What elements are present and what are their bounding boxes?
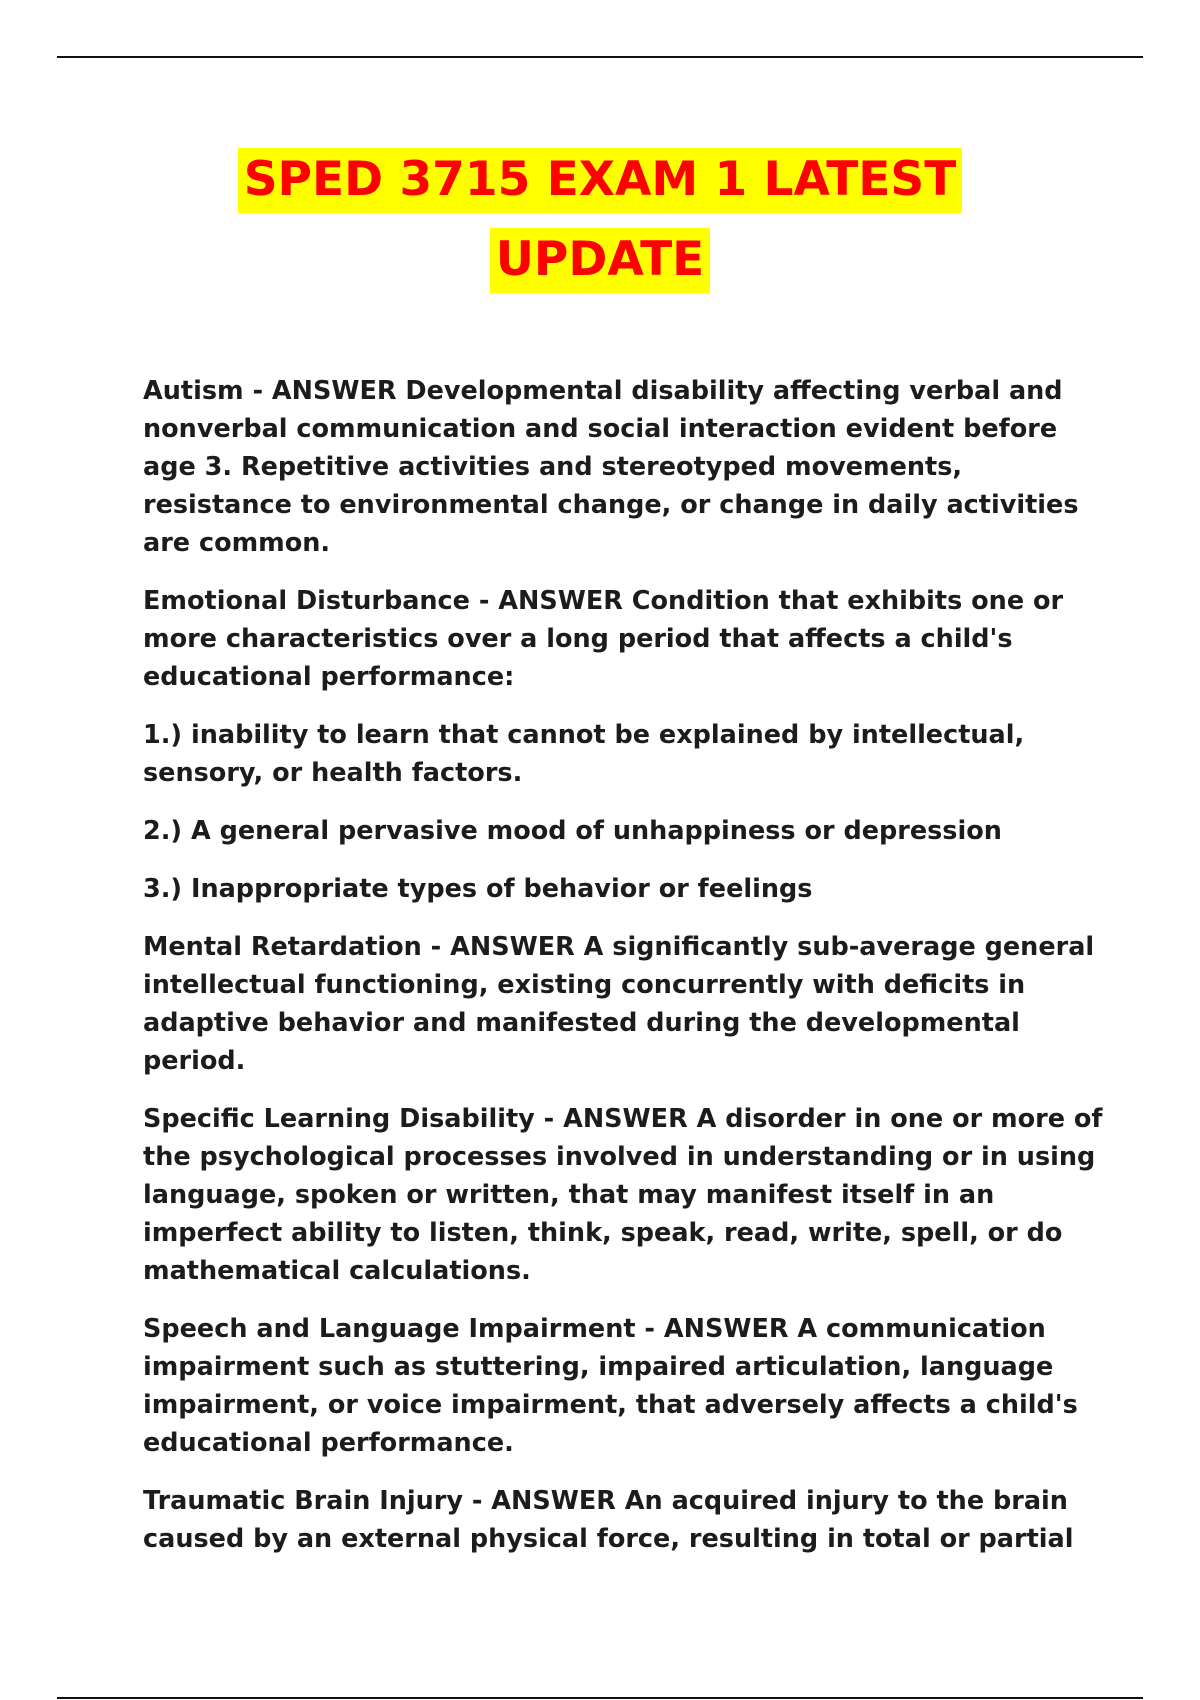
entry-speech-language-impairment: Speech and Language Impairment - ANSWER A communication impairment such as stuttering, impaired articulation, language impairment, or voice impairment, that adversely affects a child's educational performance. bbox=[143, 1314, 1078, 1458]
entry-specific-learning-disability: Specific Learning Disability - ANSWER A disorder in one or more of the psychological processes involved in understanding or in using language, spoken or written, that may manifest itself in an imperfect ability to listen, think, speak, read, write, spell, or do mathematical calculations. bbox=[143, 1104, 1103, 1286]
entry-traumatic-brain-injury: Traumatic Brain Injury - ANSWER An acquired injury to the brain caused by an external physical force, resulting in total or partial bbox=[143, 1486, 1074, 1554]
title-line-2-text: UPDATE bbox=[490, 228, 711, 293]
document-body bbox=[143, 372, 1103, 1578]
entry-emotional-disturbance-item-2: 2.) A general pervasive mood of unhappiness or depression bbox=[143, 816, 1002, 846]
entry-emotional-disturbance: Emotional Disturbance - ANSWER Condition that exhibits one or more characteristics over a long period that affects a child's educational performance: bbox=[143, 586, 1064, 692]
entry-autism: Autism - ANSWER Developmental disability affecting verbal and nonverbal communication and social interaction evident before age 3. Repetitive activities and stereotyped movements, resistance to environmental change, or change in daily activities are common. bbox=[143, 376, 1079, 558]
entry-emotional-disturbance-item-1: 1.) inability to learn that cannot be explained by intellectual, sensory, or health factors. bbox=[143, 720, 1025, 788]
title-line-1-text: SPED 3715 EXAM 1 LATEST bbox=[238, 148, 963, 213]
title-line-2 bbox=[0, 220, 1200, 300]
entry-emotional-disturbance-item-3: 3.) Inappropriate types of behavior or feelings bbox=[143, 874, 813, 904]
top-rule bbox=[57, 56, 1143, 58]
bottom-rule bbox=[57, 1697, 1143, 1699]
title-line-1 bbox=[0, 140, 1200, 220]
entry-mental-retardation: Mental Retardation - ANSWER A significantly sub-average general intellectual functioning, existing concurrently with deficits in adaptive behavior and manifested during the developmental period. bbox=[143, 932, 1095, 1076]
document-title bbox=[0, 140, 1200, 300]
